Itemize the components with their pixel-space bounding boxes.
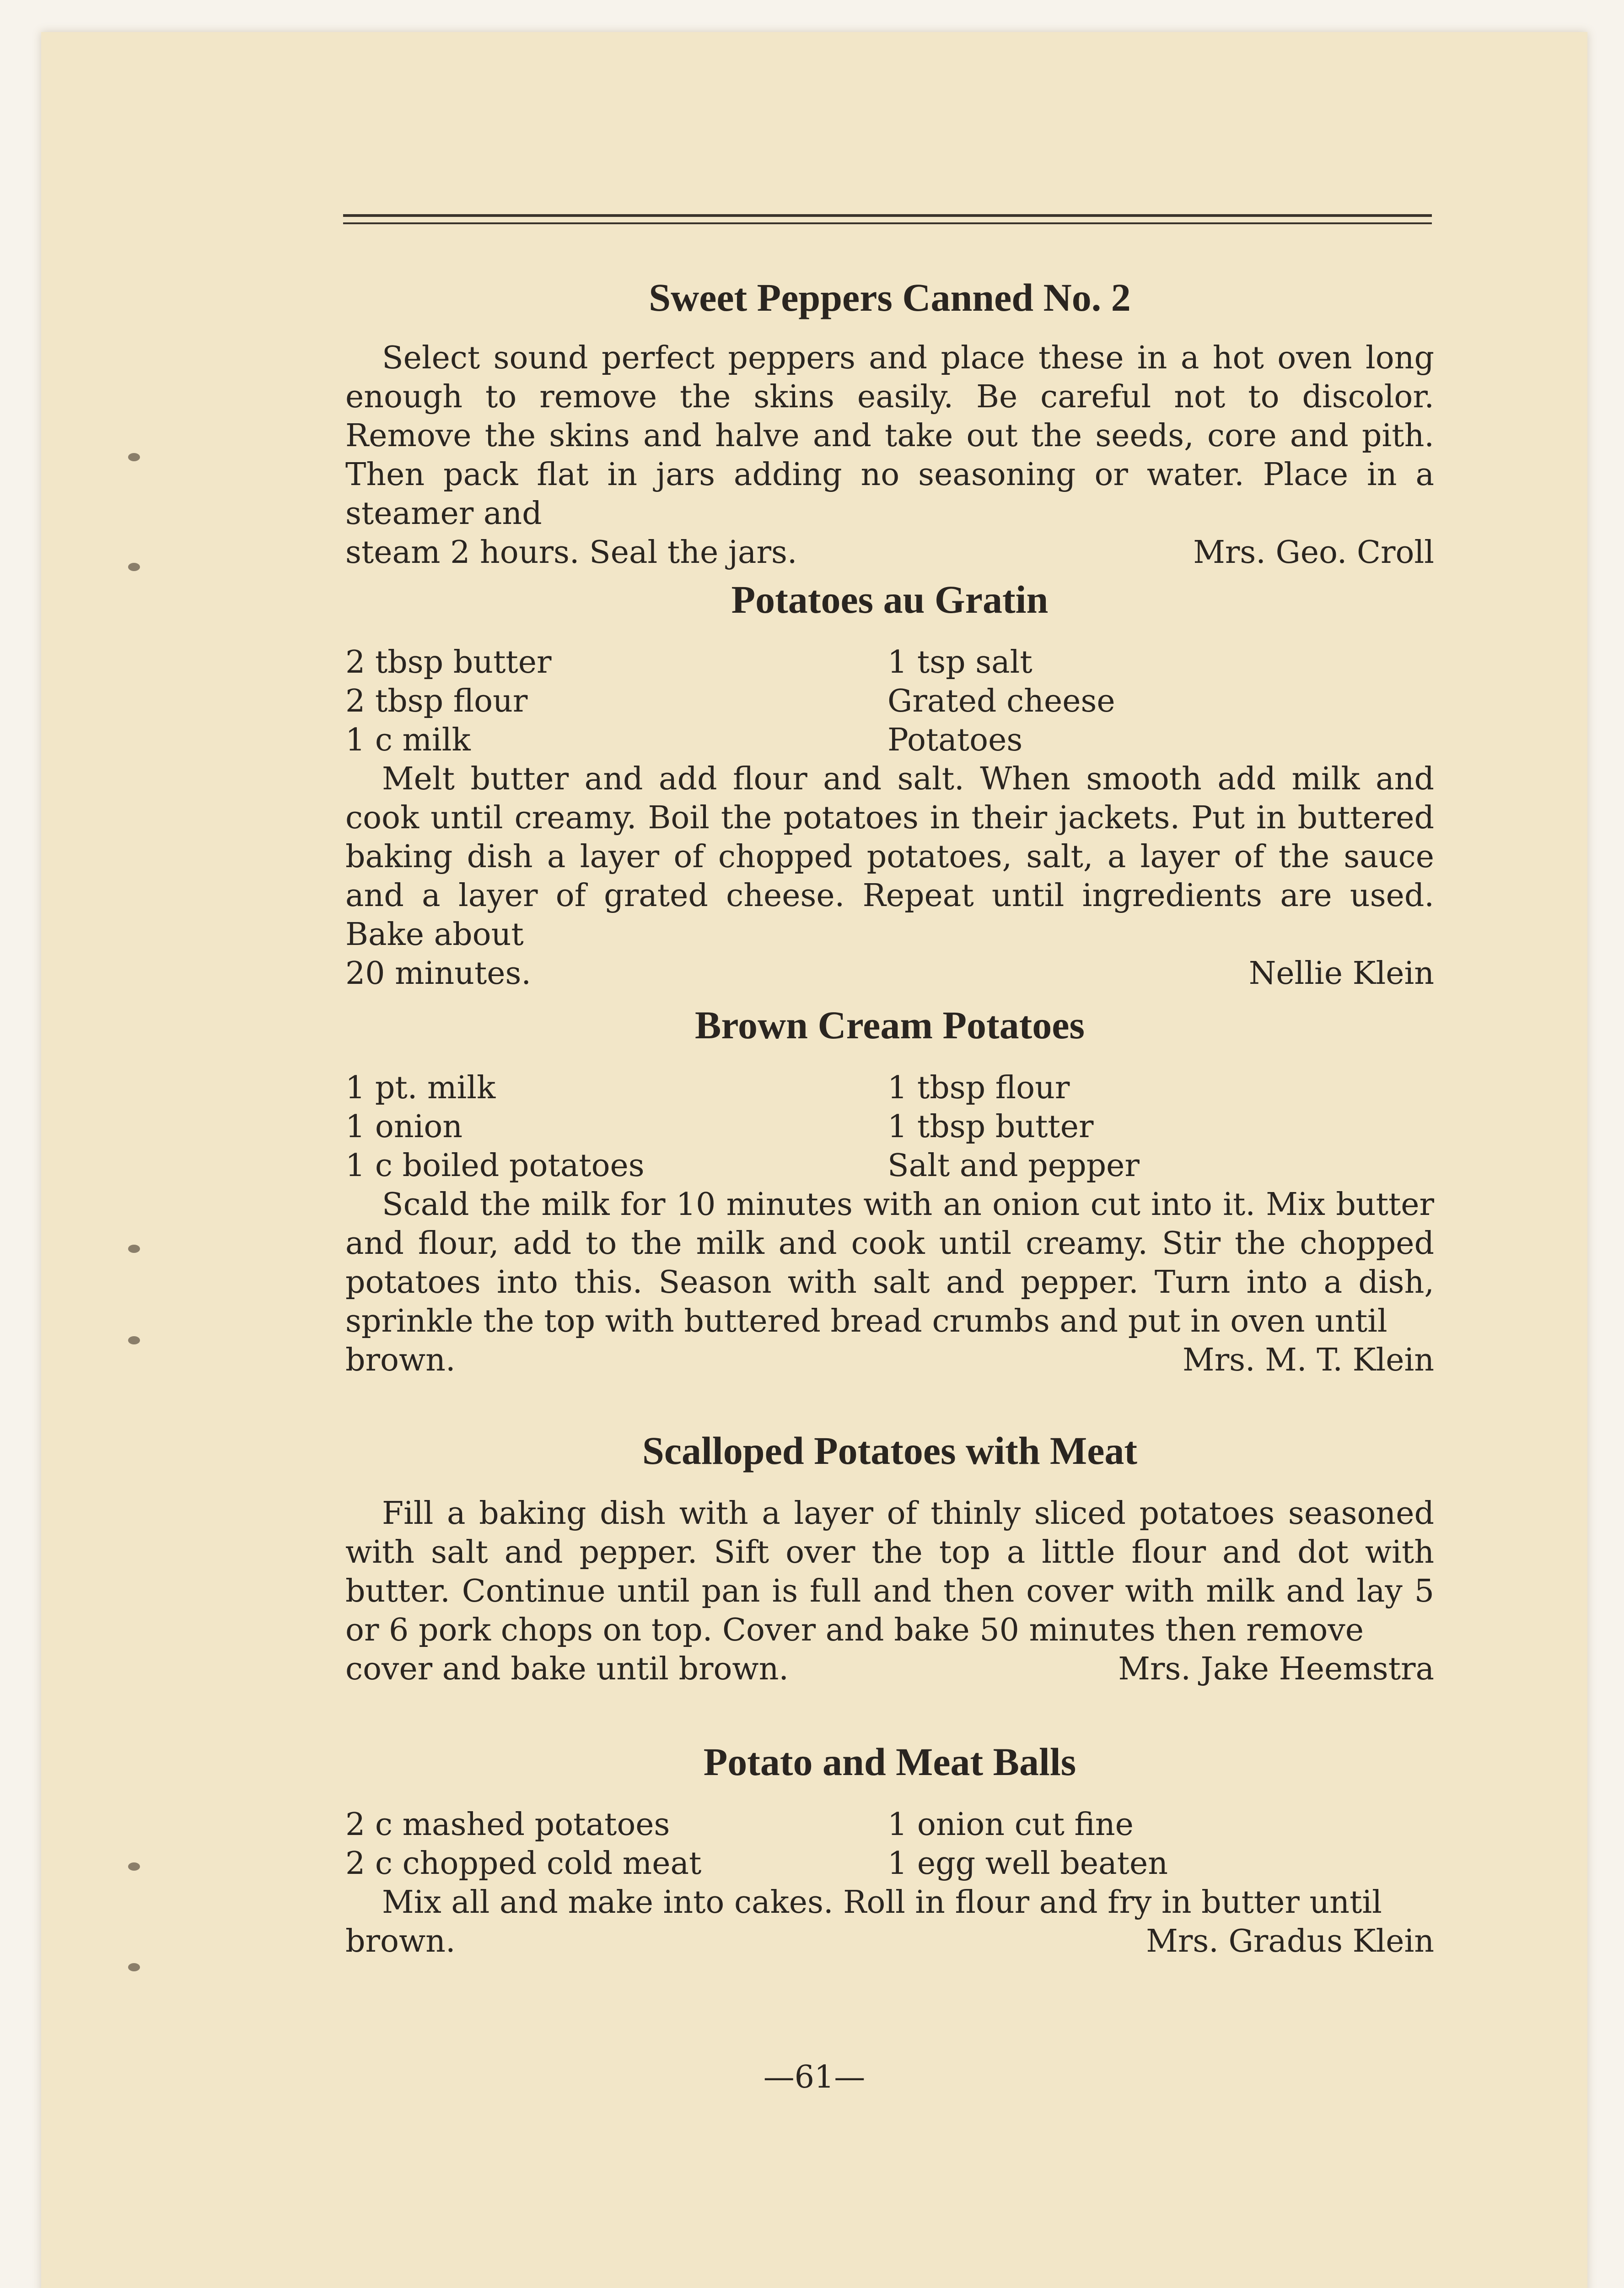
recipe-body-end: 20 minutes. [345, 955, 532, 992]
ingredient: 2 c chopped cold meat [345, 1846, 702, 1882]
recipe-sweet-peppers [345, 275, 1434, 572]
book-page [41, 32, 1587, 2288]
ingredient: Salt and pepper [887, 1148, 1140, 1184]
ingredient: 1 tbsp butter [887, 1109, 1094, 1145]
recipe-last-line [345, 954, 1434, 993]
recipe-author: Mrs. Jake Heemstra [1118, 1651, 1434, 1687]
recipe-author: Mrs. Geo. Croll [1193, 534, 1434, 571]
recipe-title: Scalloped Potatoes with Meat [642, 1429, 1137, 1473]
ingredient: Grated cheese [887, 683, 1115, 719]
ingredient-row [345, 1805, 1434, 1844]
recipe-author: Mrs. M. T. Klein [1182, 1342, 1434, 1378]
recipe-body: Mix all and make into cakes. Roll in flour and fry in butter until [382, 1884, 1382, 1921]
ingredient: 1 c boiled potatoes [345, 1148, 645, 1184]
ingredient: 2 tbsp flour [345, 683, 528, 719]
ingredient-row [345, 1146, 1434, 1185]
ingredient: Potatoes [887, 722, 1023, 758]
ingredient-row [345, 721, 1434, 760]
recipe-scalloped-potatoes [345, 1428, 1434, 1689]
recipe-body-end: brown. [345, 1923, 456, 1959]
ingredient-row [345, 1844, 1434, 1883]
binding-hole [128, 453, 140, 461]
ingredient-row [345, 1107, 1434, 1146]
recipe-body-end: steam 2 hours. Seal the jars. [345, 534, 797, 571]
recipe-potatoes-au-gratin [345, 577, 1434, 993]
recipe-brown-cream-potatoes [345, 1002, 1434, 1380]
ingredient-row [345, 643, 1434, 682]
ingredient: 1 tbsp flour [887, 1070, 1070, 1106]
binding-hole [128, 1963, 140, 1971]
recipe-last-line [345, 533, 1434, 572]
binding-hole [128, 563, 140, 571]
recipe-body: Melt butter and add flour and salt. When smooth add milk and cook until creamy. Boil the potatoes in their jackets. Put in buttered baking dish a layer of chopped potatoes, salt, a layer of the sauce and a layer of grated cheese. Repeat until ingredients are used. Bake about [345, 761, 1434, 953]
top-rule [343, 214, 1432, 217]
recipe-body: Scald the milk for 10 minutes with an onion cut into it. Mix butter and flour, add to the milk and cook until creamy. Stir the chopped potatoes into this. Season with salt and pepper. Turn into a dish, sprinkle the top with buttered bread crumbs and put in oven until [345, 1187, 1434, 1339]
recipe-body-end: brown. [345, 1342, 456, 1378]
ingredient: 1 onion cut fine [887, 1807, 1134, 1843]
recipe-body-end: cover and bake until brown. [345, 1651, 789, 1687]
ingredient-row [345, 1068, 1434, 1107]
ingredient: 1 egg well beaten [887, 1846, 1168, 1882]
recipe-title: Potatoes au Gratin [731, 577, 1049, 621]
ingredient: 1 pt. milk [345, 1070, 496, 1106]
ingredient: 1 onion [345, 1109, 463, 1145]
ingredient: 1 c milk [345, 722, 471, 758]
ingredient: 1 tsp salt [887, 644, 1032, 680]
binding-hole [128, 1862, 140, 1871]
ingredient: 2 c mashed potatoes [345, 1807, 670, 1843]
recipe-body: Fill a baking dish with a layer of thinly sliced potatoes seasoned with salt and pepper. Sift over the top a little flour and dot with butter. Continue until pan is full and then cover with milk and lay 5 or 6 pork chops on top. Cover and bake 50 minutes then remove [345, 1495, 1434, 1648]
recipe-title: Brown Cream Potatoes [695, 1003, 1085, 1047]
page-number: —61— [763, 2059, 866, 2095]
recipe-potato-meat-balls [345, 1739, 1434, 1961]
top-rule-thin [343, 222, 1432, 224]
ingredient: 2 tbsp butter [345, 644, 552, 680]
recipe-author: Mrs. Gradus Klein [1146, 1923, 1434, 1959]
recipe-author: Nellie Klein [1248, 955, 1434, 992]
recipe-last-line [345, 1922, 1434, 1961]
binding-hole [128, 1245, 140, 1253]
ingredient-row [345, 682, 1434, 721]
recipe-title: Potato and Meat Balls [703, 1740, 1076, 1784]
recipe-body: Select sound perfect peppers and place these in a hot oven long enough to remove the skins easily. Be careful not to discolor. Remove the skins and halve and take out the seeds, core and pith. Then pack flat in jars adding no seasoning or water. Place in a steamer and [345, 340, 1434, 532]
recipe-title: Sweet Peppers Canned No. 2 [649, 275, 1131, 319]
binding-hole [128, 1336, 140, 1344]
recipe-last-line [345, 1341, 1434, 1380]
recipe-last-line [345, 1650, 1434, 1689]
